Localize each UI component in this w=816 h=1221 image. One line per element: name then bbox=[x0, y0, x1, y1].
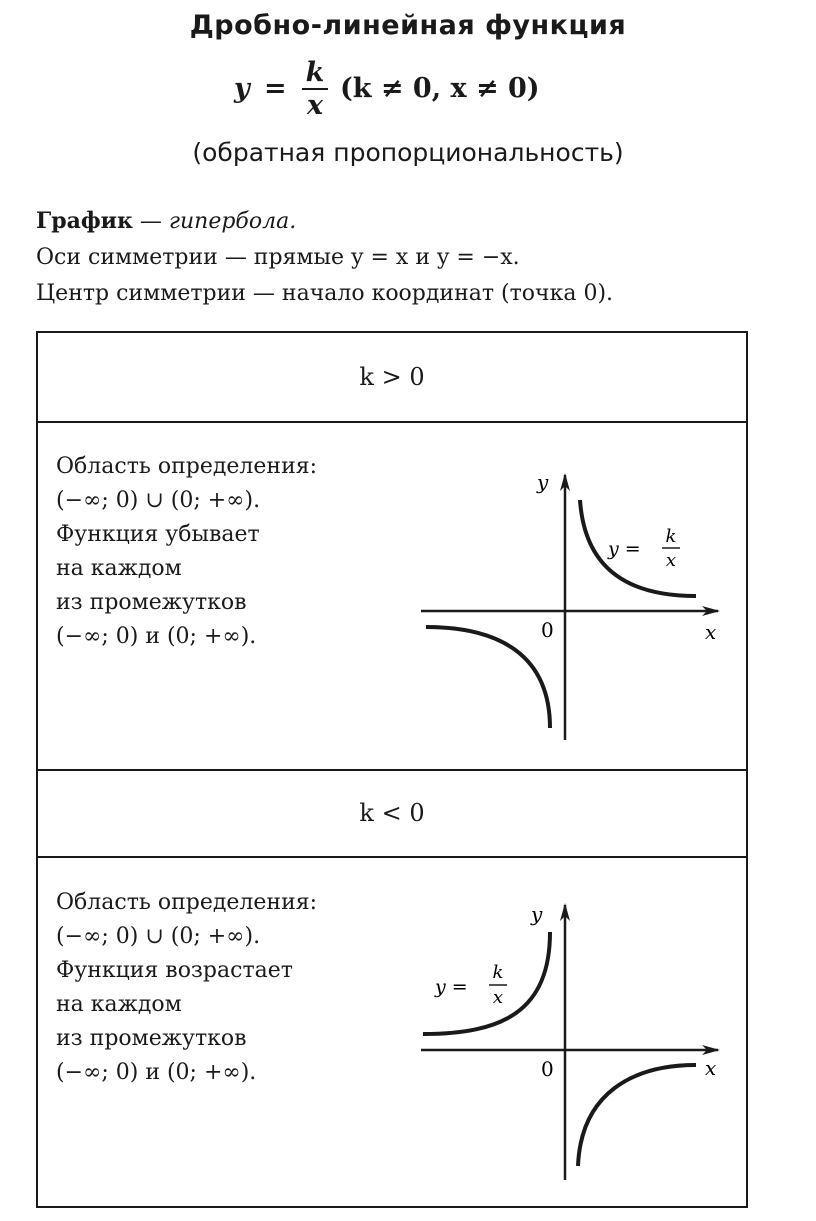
desc-line: на каждом bbox=[56, 556, 182, 581]
hyperbola-graph-positive bbox=[413, 458, 733, 753]
desc-line: (−∞; 0) и (0; +∞). bbox=[56, 1060, 257, 1085]
origin-label: 0 bbox=[541, 1057, 554, 1081]
case-description-negative bbox=[56, 886, 317, 1090]
desc-line: (−∞; 0) ∪ (0; +∞). bbox=[56, 924, 261, 949]
desc-line: Функция возрастает bbox=[56, 958, 293, 983]
desc-line: (−∞; 0) ∪ (0; +∞). bbox=[56, 488, 261, 513]
curve-label-numerator: k bbox=[665, 526, 677, 547]
desc-line: (−∞; 0) и (0; +∞). bbox=[56, 624, 257, 649]
desc-line: из промежутков bbox=[56, 1026, 247, 1051]
desc-line: Область определения: bbox=[56, 890, 318, 915]
formula-denominator: x bbox=[306, 90, 324, 121]
curve-label-prefix: y = bbox=[608, 538, 641, 560]
case-description-positive bbox=[56, 450, 317, 654]
table-divider bbox=[38, 769, 746, 771]
desc-line: на каждом bbox=[56, 992, 182, 1017]
table-divider bbox=[38, 421, 746, 423]
curve-label-prefix: y = bbox=[435, 976, 468, 998]
curve-label bbox=[607, 526, 680, 571]
curve-label bbox=[434, 962, 507, 1008]
hyperbola-branch-q4 bbox=[578, 1065, 696, 1166]
curve-label-denominator: x bbox=[492, 987, 504, 1008]
origin-label: 0 bbox=[541, 618, 554, 642]
graph-label: График bbox=[36, 208, 133, 234]
properties-block bbox=[36, 203, 613, 312]
cases-table bbox=[36, 331, 748, 1208]
formula-numerator: k bbox=[305, 57, 325, 88]
page-title: Дробно-линейная функция bbox=[189, 10, 627, 41]
hyperbola-branch-q3 bbox=[426, 627, 550, 728]
x-axis-label: x bbox=[705, 1056, 717, 1080]
graph-property bbox=[36, 203, 613, 240]
x-axis-label: x bbox=[705, 620, 717, 644]
symmetry-axes-property: Оси симметрии — прямые y = x и y = −x. bbox=[36, 245, 520, 270]
table-divider bbox=[38, 856, 746, 858]
desc-line: Функция убывает bbox=[56, 522, 260, 547]
case-condition-positive: k > 0 bbox=[359, 363, 425, 391]
desc-line: Область определения: bbox=[56, 454, 318, 479]
main-formula bbox=[230, 58, 590, 128]
symmetry-center-property: Центр симметрии — начало координат (точка 0). bbox=[36, 281, 614, 306]
desc-line: из промежутков bbox=[56, 590, 247, 615]
subtitle: (обратная пропорциональность) bbox=[192, 138, 624, 167]
formula-equals: = bbox=[264, 73, 287, 104]
case-condition-negative: k < 0 bbox=[359, 799, 425, 827]
graph-value: гипербола. bbox=[168, 209, 297, 234]
formula-y: y bbox=[234, 73, 250, 104]
formula-conditions: (k ≠ 0, x ≠ 0) bbox=[340, 73, 540, 104]
hyperbola-graph-negative bbox=[413, 893, 733, 1188]
curve-label-denominator: x bbox=[665, 550, 677, 571]
graph-dash: — bbox=[132, 209, 169, 234]
curve-label-numerator: k bbox=[492, 962, 504, 983]
y-axis-label: y bbox=[531, 902, 543, 926]
formula-fraction bbox=[302, 58, 328, 122]
y-axis-label: y bbox=[537, 470, 549, 494]
